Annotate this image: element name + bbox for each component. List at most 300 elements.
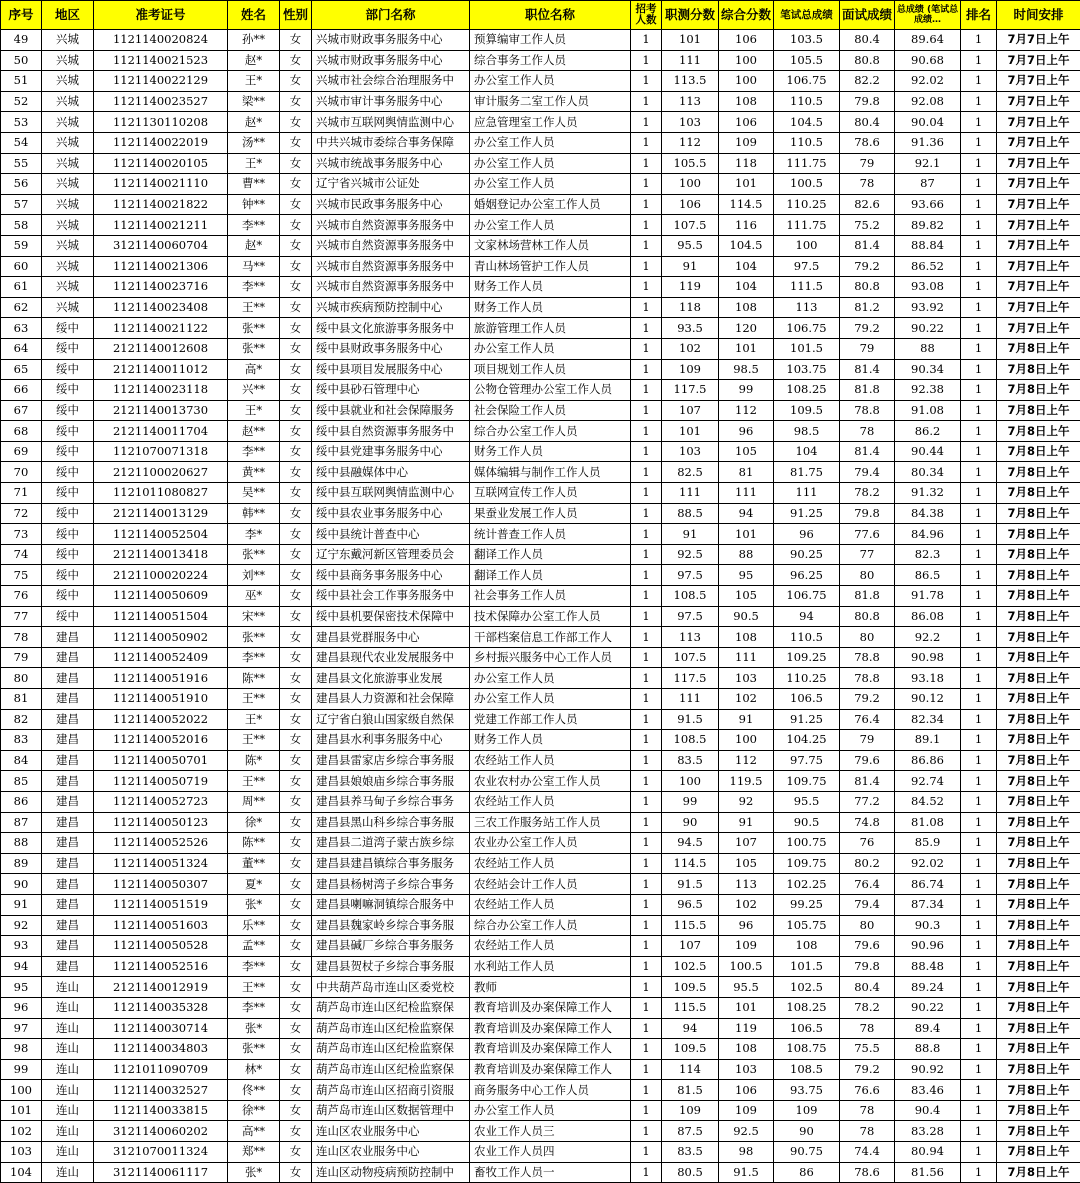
gender-cell: 女 xyxy=(280,50,312,71)
rank-cell: 1 xyxy=(961,462,997,483)
table-row xyxy=(1,977,1080,998)
position-cell: 农经站会计工作人员 xyxy=(470,874,631,895)
table-row xyxy=(1,256,1080,277)
schedule-cell: 7月8日上午 xyxy=(997,462,1080,483)
gender-cell: 女 xyxy=(280,936,312,957)
gender-cell: 女 xyxy=(280,771,312,792)
interview-cell: 79.4 xyxy=(840,894,895,915)
ticket-cell: 1121140020105 xyxy=(94,153,228,174)
written-cell: 104 xyxy=(774,441,840,462)
region-cell: 建昌 xyxy=(42,771,94,792)
ticket-cell: 1121140021306 xyxy=(94,256,228,277)
rank-cell: 1 xyxy=(961,544,997,565)
ticket-cell: 1121140052526 xyxy=(94,833,228,854)
aptitude-cell: 115.5 xyxy=(662,997,719,1018)
interview-cell: 80 xyxy=(840,565,895,586)
position-cell: 办公室工作人员 xyxy=(470,215,631,236)
ticket-cell: 1121140051916 xyxy=(94,668,228,689)
total-cell: 88.48 xyxy=(895,956,961,977)
ticket-cell: 2121100020627 xyxy=(94,462,228,483)
ticket-cell: 3121140060202 xyxy=(94,1121,228,1142)
aptitude-cell: 80.5 xyxy=(662,1162,719,1183)
total-cell: 92.02 xyxy=(895,853,961,874)
region-cell: 绥中 xyxy=(42,359,94,380)
written-cell: 91.25 xyxy=(774,709,840,730)
total-cell: 81.08 xyxy=(895,812,961,833)
schedule-cell: 7月7日上午 xyxy=(997,50,1080,71)
comprehensive-cell: 90.5 xyxy=(719,606,774,627)
quota-cell: 1 xyxy=(631,1080,662,1101)
interview-cell: 76.4 xyxy=(840,874,895,895)
schedule-cell: 7月8日上午 xyxy=(997,1039,1080,1060)
position-cell: 办公室工作人员 xyxy=(470,689,631,710)
table-row xyxy=(1,1080,1080,1101)
interview-cell: 78.2 xyxy=(840,997,895,1018)
seq-cell: 103 xyxy=(1,1142,42,1163)
seq-cell: 50 xyxy=(1,50,42,71)
comprehensive-cell: 96 xyxy=(719,421,774,442)
col-schedule: 时间安排 xyxy=(997,1,1080,30)
written-cell: 109.5 xyxy=(774,400,840,421)
dept-cell: 辽宁东戴河新区管理委员会 xyxy=(312,544,470,565)
table-row xyxy=(1,915,1080,936)
region-cell: 绥中 xyxy=(42,586,94,607)
comprehensive-cell: 100.5 xyxy=(719,956,774,977)
quota-cell: 1 xyxy=(631,812,662,833)
ticket-cell: 1121140052016 xyxy=(94,730,228,751)
comprehensive-cell: 105 xyxy=(719,853,774,874)
written-cell: 104.5 xyxy=(774,112,840,133)
position-cell: 综合办公室工作人员 xyxy=(470,421,631,442)
dept-cell: 绥中县机要保密技术保障中 xyxy=(312,606,470,627)
rank-cell: 1 xyxy=(961,730,997,751)
position-cell: 教育培训及办案保障工作人 xyxy=(470,1059,631,1080)
seq-cell: 64 xyxy=(1,338,42,359)
position-cell: 农经站工作人员 xyxy=(470,894,631,915)
rank-cell: 1 xyxy=(961,565,997,586)
schedule-cell: 7月8日上午 xyxy=(997,483,1080,504)
seq-cell: 78 xyxy=(1,627,42,648)
schedule-cell: 7月7日上午 xyxy=(997,297,1080,318)
position-cell: 水利站工作人员 xyxy=(470,956,631,977)
region-cell: 建昌 xyxy=(42,874,94,895)
dept-cell: 兴城市财政事务服务中心 xyxy=(312,30,470,51)
dept-cell: 建昌县贺杖子乡综合事务服 xyxy=(312,956,470,977)
seq-cell: 77 xyxy=(1,606,42,627)
rank-cell: 1 xyxy=(961,833,997,854)
comprehensive-cell: 107 xyxy=(719,833,774,854)
aptitude-cell: 109 xyxy=(662,1100,719,1121)
quota-cell: 1 xyxy=(631,524,662,545)
gender-cell: 女 xyxy=(280,812,312,833)
gender-cell: 女 xyxy=(280,235,312,256)
aptitude-cell: 108.5 xyxy=(662,586,719,607)
gender-cell: 女 xyxy=(280,338,312,359)
region-cell: 建昌 xyxy=(42,689,94,710)
quota-cell: 1 xyxy=(631,380,662,401)
schedule-cell: 7月7日上午 xyxy=(997,256,1080,277)
aptitude-cell: 100 xyxy=(662,771,719,792)
schedule-cell: 7月8日上午 xyxy=(997,791,1080,812)
ticket-cell: 1121140021110 xyxy=(94,174,228,195)
aptitude-cell: 113.5 xyxy=(662,71,719,92)
interview-cell: 77 xyxy=(840,544,895,565)
name-cell: 林* xyxy=(228,1059,280,1080)
comprehensive-cell: 104 xyxy=(719,256,774,277)
name-cell: 王* xyxy=(228,709,280,730)
written-cell: 100 xyxy=(774,235,840,256)
table-row xyxy=(1,71,1080,92)
quota-cell: 1 xyxy=(631,977,662,998)
rank-cell: 1 xyxy=(961,132,997,153)
table-row xyxy=(1,730,1080,751)
rank-cell: 1 xyxy=(961,750,997,771)
seq-cell: 79 xyxy=(1,647,42,668)
written-cell: 98.5 xyxy=(774,421,840,442)
quota-cell: 1 xyxy=(631,586,662,607)
gender-cell: 女 xyxy=(280,503,312,524)
schedule-cell: 7月8日上午 xyxy=(997,668,1080,689)
interview-cell: 81.8 xyxy=(840,586,895,607)
comprehensive-cell: 109 xyxy=(719,936,774,957)
total-cell: 90.4 xyxy=(895,1100,961,1121)
comprehensive-cell: 103 xyxy=(719,668,774,689)
schedule-cell: 7月8日上午 xyxy=(997,338,1080,359)
total-cell: 84.96 xyxy=(895,524,961,545)
seq-cell: 56 xyxy=(1,174,42,195)
written-cell: 113 xyxy=(774,297,840,318)
aptitude-cell: 117.5 xyxy=(662,380,719,401)
name-cell: 马** xyxy=(228,256,280,277)
position-cell: 办公室工作人员 xyxy=(470,668,631,689)
total-cell: 86.5 xyxy=(895,565,961,586)
quota-cell: 1 xyxy=(631,750,662,771)
name-cell: 王** xyxy=(228,771,280,792)
rank-cell: 1 xyxy=(961,771,997,792)
rank-cell: 1 xyxy=(961,524,997,545)
comprehensive-cell: 108 xyxy=(719,627,774,648)
position-cell: 办公室工作人员 xyxy=(470,71,631,92)
ticket-cell: 1121140050123 xyxy=(94,812,228,833)
ticket-cell: 1121140023527 xyxy=(94,91,228,112)
total-cell: 80.34 xyxy=(895,462,961,483)
total-cell: 88 xyxy=(895,338,961,359)
quota-cell: 1 xyxy=(631,215,662,236)
gender-cell: 女 xyxy=(280,483,312,504)
region-cell: 兴城 xyxy=(42,277,94,298)
aptitude-cell: 105.5 xyxy=(662,153,719,174)
name-cell: 曹** xyxy=(228,174,280,195)
seq-cell: 67 xyxy=(1,400,42,421)
written-cell: 90.5 xyxy=(774,812,840,833)
schedule-cell: 7月8日上午 xyxy=(997,1100,1080,1121)
name-cell: 赵* xyxy=(228,50,280,71)
ticket-cell: 1121140050307 xyxy=(94,874,228,895)
region-cell: 建昌 xyxy=(42,668,94,689)
written-cell: 104.25 xyxy=(774,730,840,751)
region-cell: 兴城 xyxy=(42,50,94,71)
seq-cell: 95 xyxy=(1,977,42,998)
written-cell: 96 xyxy=(774,524,840,545)
region-cell: 绥中 xyxy=(42,400,94,421)
rank-cell: 1 xyxy=(961,956,997,977)
ticket-cell: 1121140050528 xyxy=(94,936,228,957)
position-cell: 农经站工作人员 xyxy=(470,791,631,812)
table-row xyxy=(1,668,1080,689)
seq-cell: 91 xyxy=(1,894,42,915)
gender-cell: 女 xyxy=(280,874,312,895)
table-row xyxy=(1,1059,1080,1080)
col-ticket: 准考证号 xyxy=(94,1,228,30)
interview-cell: 79 xyxy=(840,153,895,174)
quota-cell: 1 xyxy=(631,400,662,421)
name-cell: 孟** xyxy=(228,936,280,957)
position-cell: 预算编审工作人员 xyxy=(470,30,631,51)
region-cell: 兴城 xyxy=(42,256,94,277)
comprehensive-cell: 94 xyxy=(719,503,774,524)
region-cell: 建昌 xyxy=(42,812,94,833)
dept-cell: 绥中县融媒体中心 xyxy=(312,462,470,483)
dept-cell: 葫芦岛市连山区纪检监察保 xyxy=(312,1059,470,1080)
seq-cell: 87 xyxy=(1,812,42,833)
dept-cell: 建昌县杨树湾子乡综合事务 xyxy=(312,874,470,895)
schedule-cell: 7月8日上午 xyxy=(997,709,1080,730)
region-cell: 连山 xyxy=(42,997,94,1018)
written-cell: 108.25 xyxy=(774,380,840,401)
name-cell: 李** xyxy=(228,277,280,298)
total-cell: 90.92 xyxy=(895,1059,961,1080)
ticket-cell: 1121140021822 xyxy=(94,194,228,215)
aptitude-cell: 106 xyxy=(662,194,719,215)
quota-cell: 1 xyxy=(631,421,662,442)
aptitude-cell: 100 xyxy=(662,174,719,195)
total-cell: 87 xyxy=(895,174,961,195)
gender-cell: 女 xyxy=(280,153,312,174)
written-cell: 106.5 xyxy=(774,1018,840,1039)
rank-cell: 1 xyxy=(961,853,997,874)
aptitude-cell: 94 xyxy=(662,1018,719,1039)
comprehensive-cell: 109 xyxy=(719,132,774,153)
position-cell: 项目规划工作人员 xyxy=(470,359,631,380)
rank-cell: 1 xyxy=(961,256,997,277)
schedule-cell: 7月7日上午 xyxy=(997,215,1080,236)
seq-cell: 102 xyxy=(1,1121,42,1142)
interview-cell: 79 xyxy=(840,338,895,359)
interview-cell: 80.8 xyxy=(840,277,895,298)
ticket-cell: 1121140050609 xyxy=(94,586,228,607)
written-cell: 111.75 xyxy=(774,153,840,174)
comprehensive-cell: 91 xyxy=(719,709,774,730)
interview-cell: 80.8 xyxy=(840,50,895,71)
position-cell: 办公室工作人员 xyxy=(470,1100,631,1121)
name-cell: 张* xyxy=(228,894,280,915)
position-cell: 媒体编辑与制作工作人员 xyxy=(470,462,631,483)
name-cell: 佟** xyxy=(228,1080,280,1101)
interview-cell: 75.5 xyxy=(840,1039,895,1060)
position-cell: 教师 xyxy=(470,977,631,998)
seq-cell: 68 xyxy=(1,421,42,442)
position-cell: 畜牧工作人员一 xyxy=(470,1162,631,1183)
written-cell: 103.75 xyxy=(774,359,840,380)
seq-cell: 94 xyxy=(1,956,42,977)
aptitude-cell: 101 xyxy=(662,30,719,51)
position-cell: 财务工作人员 xyxy=(470,297,631,318)
region-cell: 绥中 xyxy=(42,524,94,545)
schedule-cell: 7月8日上午 xyxy=(997,524,1080,545)
ticket-cell: 1121140052516 xyxy=(94,956,228,977)
rank-cell: 1 xyxy=(961,1059,997,1080)
gender-cell: 女 xyxy=(280,462,312,483)
position-cell: 干部档案信息工作部工作人 xyxy=(470,627,631,648)
aptitude-cell: 118 xyxy=(662,297,719,318)
name-cell: 钟** xyxy=(228,194,280,215)
position-cell: 农业工作人员四 xyxy=(470,1142,631,1163)
dept-cell: 兴城市统战事务服务中心 xyxy=(312,153,470,174)
written-cell: 90.25 xyxy=(774,544,840,565)
aptitude-cell: 111 xyxy=(662,689,719,710)
total-cell: 86.52 xyxy=(895,256,961,277)
seq-cell: 96 xyxy=(1,997,42,1018)
dept-cell: 兴城市自然资源事务服务中 xyxy=(312,215,470,236)
ticket-cell: 1121140052022 xyxy=(94,709,228,730)
name-cell: 巫* xyxy=(228,586,280,607)
name-cell: 乐** xyxy=(228,915,280,936)
table-row xyxy=(1,91,1080,112)
total-cell: 81.56 xyxy=(895,1162,961,1183)
region-cell: 建昌 xyxy=(42,894,94,915)
table-row xyxy=(1,194,1080,215)
name-cell: 张** xyxy=(228,318,280,339)
rank-cell: 1 xyxy=(961,215,997,236)
comprehensive-cell: 114.5 xyxy=(719,194,774,215)
comprehensive-cell: 91.5 xyxy=(719,1162,774,1183)
comprehensive-cell: 100 xyxy=(719,730,774,751)
gender-cell: 女 xyxy=(280,1142,312,1163)
aptitude-cell: 107.5 xyxy=(662,215,719,236)
comprehensive-cell: 119.5 xyxy=(719,771,774,792)
seq-cell: 104 xyxy=(1,1162,42,1183)
region-cell: 连山 xyxy=(42,1100,94,1121)
rank-cell: 1 xyxy=(961,235,997,256)
rank-cell: 1 xyxy=(961,791,997,812)
aptitude-cell: 88.5 xyxy=(662,503,719,524)
written-cell: 102.25 xyxy=(774,874,840,895)
table-body xyxy=(1,30,1080,1183)
seq-cell: 76 xyxy=(1,586,42,607)
quota-cell: 1 xyxy=(631,647,662,668)
seq-cell: 70 xyxy=(1,462,42,483)
position-cell: 商务服务中心工作人员 xyxy=(470,1080,631,1101)
total-cell: 89.24 xyxy=(895,977,961,998)
comprehensive-cell: 120 xyxy=(719,318,774,339)
gender-cell: 女 xyxy=(280,194,312,215)
comprehensive-cell: 92.5 xyxy=(719,1121,774,1142)
position-cell: 财务工作人员 xyxy=(470,441,631,462)
name-cell: 兴** xyxy=(228,380,280,401)
total-cell: 90.22 xyxy=(895,997,961,1018)
seq-cell: 83 xyxy=(1,730,42,751)
gender-cell: 女 xyxy=(280,956,312,977)
rank-cell: 1 xyxy=(961,91,997,112)
table-row xyxy=(1,421,1080,442)
interview-cell: 81.4 xyxy=(840,441,895,462)
schedule-cell: 7月8日上午 xyxy=(997,833,1080,854)
gender-cell: 女 xyxy=(280,400,312,421)
region-cell: 建昌 xyxy=(42,791,94,812)
region-cell: 建昌 xyxy=(42,647,94,668)
comprehensive-cell: 102 xyxy=(719,689,774,710)
table-row xyxy=(1,997,1080,1018)
schedule-cell: 7月8日上午 xyxy=(997,1121,1080,1142)
gender-cell: 女 xyxy=(280,71,312,92)
col-quota: 招考人数 xyxy=(631,1,662,30)
gender-cell: 女 xyxy=(280,853,312,874)
region-cell: 绥中 xyxy=(42,421,94,442)
comprehensive-cell: 118 xyxy=(719,153,774,174)
written-cell: 97.5 xyxy=(774,256,840,277)
schedule-cell: 7月8日上午 xyxy=(997,689,1080,710)
gender-cell: 女 xyxy=(280,689,312,710)
region-cell: 绥中 xyxy=(42,338,94,359)
ticket-cell: 1121140051504 xyxy=(94,606,228,627)
written-cell: 93.75 xyxy=(774,1080,840,1101)
region-cell: 绥中 xyxy=(42,606,94,627)
aptitude-cell: 112 xyxy=(662,132,719,153)
interview-cell: 80.8 xyxy=(840,606,895,627)
table-row xyxy=(1,297,1080,318)
seq-cell: 71 xyxy=(1,483,42,504)
schedule-cell: 7月8日上午 xyxy=(997,586,1080,607)
region-cell: 绥中 xyxy=(42,462,94,483)
table-row xyxy=(1,174,1080,195)
interview-cell: 79 xyxy=(840,730,895,751)
written-cell: 111.5 xyxy=(774,277,840,298)
seq-cell: 58 xyxy=(1,215,42,236)
ticket-cell: 1121140050719 xyxy=(94,771,228,792)
aptitude-cell: 117.5 xyxy=(662,668,719,689)
total-cell: 90.96 xyxy=(895,936,961,957)
written-cell: 106.75 xyxy=(774,318,840,339)
region-cell: 兴城 xyxy=(42,91,94,112)
comprehensive-cell: 103 xyxy=(719,1059,774,1080)
seq-cell: 63 xyxy=(1,318,42,339)
ticket-cell: 1121140030714 xyxy=(94,1018,228,1039)
gender-cell: 女 xyxy=(280,750,312,771)
table-row xyxy=(1,627,1080,648)
dept-cell: 建昌县喇嘛洞镇综合服务中 xyxy=(312,894,470,915)
table-row xyxy=(1,359,1080,380)
schedule-cell: 7月7日上午 xyxy=(997,91,1080,112)
aptitude-cell: 90 xyxy=(662,812,719,833)
total-cell: 91.32 xyxy=(895,483,961,504)
region-cell: 建昌 xyxy=(42,833,94,854)
quota-cell: 1 xyxy=(631,709,662,730)
position-cell: 社会事务工作人员 xyxy=(470,586,631,607)
rank-cell: 1 xyxy=(961,318,997,339)
col-written: 笔试总成绩 xyxy=(774,1,840,30)
col-seq: 序号 xyxy=(1,1,42,30)
ticket-cell: 1121130110208 xyxy=(94,112,228,133)
quota-cell: 1 xyxy=(631,1162,662,1183)
comprehensive-cell: 116 xyxy=(719,215,774,236)
name-cell: 王* xyxy=(228,153,280,174)
rank-cell: 1 xyxy=(961,668,997,689)
ticket-cell: 1121140052409 xyxy=(94,647,228,668)
quota-cell: 1 xyxy=(631,544,662,565)
aptitude-cell: 113 xyxy=(662,627,719,648)
name-cell: 徐* xyxy=(228,812,280,833)
dept-cell: 建昌县水利事务服务中心 xyxy=(312,730,470,751)
